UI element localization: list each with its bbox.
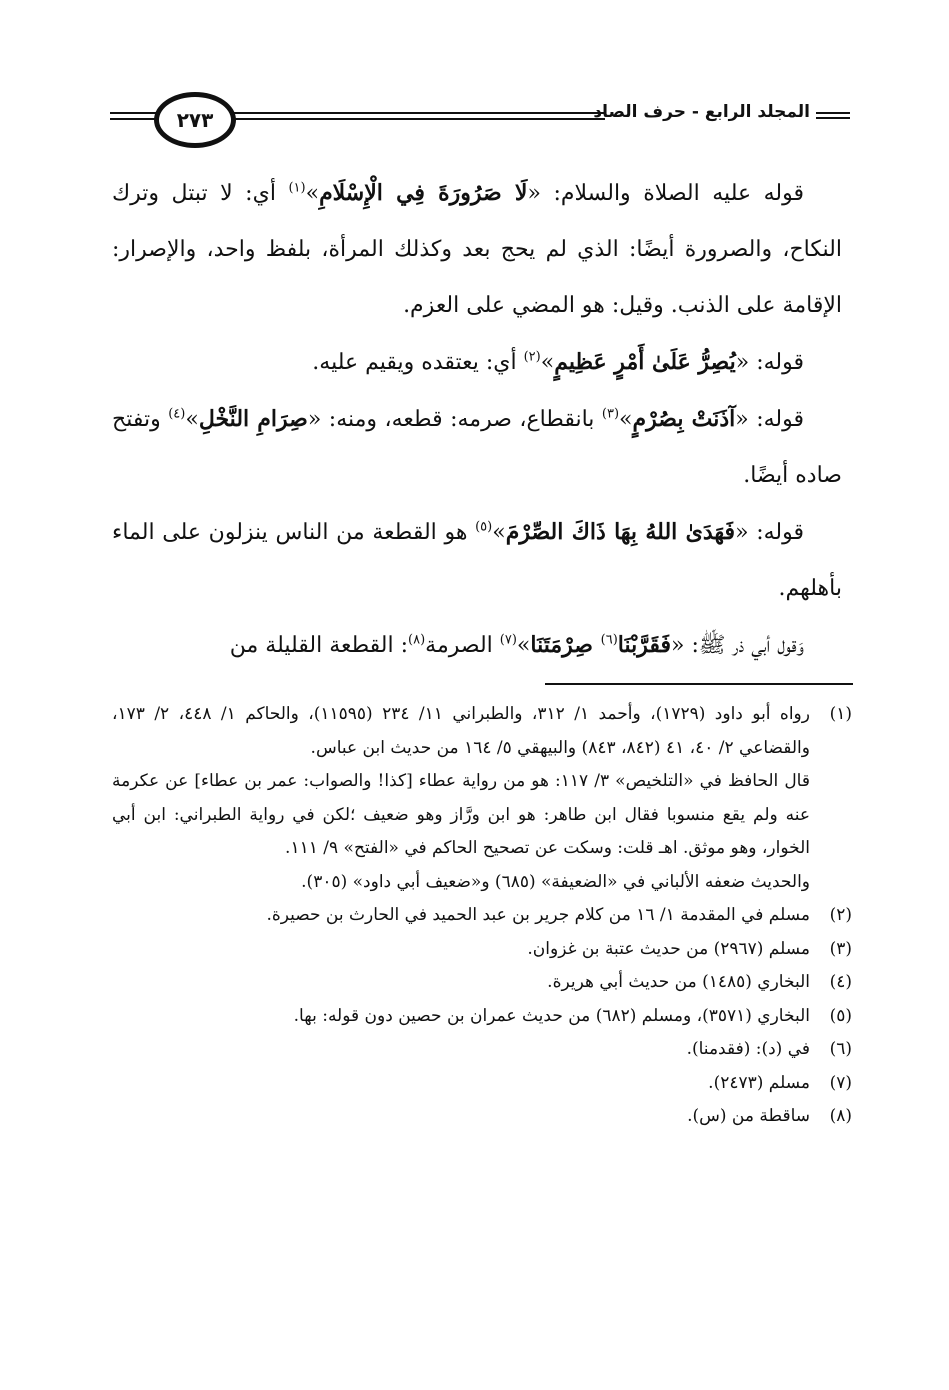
hadith-quote: آذَنَتْ بِصُرْمٍ (632, 406, 736, 432)
header-rule (110, 112, 160, 114)
footnote-number: (١) (829, 704, 852, 724)
text: وتفتح صاده أيضًا. (112, 407, 842, 488)
header-rule (816, 117, 850, 119)
page-number: ٢٧٣ (154, 92, 236, 148)
hadith-quote: صِرَامِ النَّخْلِ (198, 406, 308, 432)
running-title: المجلد الرابع - حرف الصاد (593, 102, 810, 122)
paragraph (112, 334, 842, 391)
footnote-ref: (٢) (523, 349, 541, 365)
hadith-quote: لَا صَرُورَةَ فِي الْإِسْلَامِ (319, 180, 528, 206)
text: أي: يعتقده ويقيم عليه. (312, 350, 524, 375)
footnote-text: مسلم (٢٩٦٧) من حديث عتبة بن غزوان. (527, 938, 810, 959)
footnote-number: (٨) (829, 1106, 852, 1126)
footnote-text: مسلم في المقدمة ١/ ١٦ من كلام جرير بن عبد الحميد في الحارث بن حصيرة. (266, 905, 810, 925)
paragraph (112, 165, 842, 334)
paragraph (112, 617, 842, 674)
footnote (112, 966, 852, 1000)
hadith-quote: يُصِرُّ عَلَىٰ أَمْرٍ عَظِيمٍ (554, 349, 736, 375)
text: » (492, 520, 506, 545)
footnote-ref: (٤) (168, 406, 186, 422)
header-rule (222, 112, 605, 114)
header-rule (816, 112, 850, 114)
footnote-number: (٣) (829, 938, 852, 959)
footnote-separator (545, 683, 853, 685)
hadith-quote: فَقَرَّبْنَا (617, 632, 672, 658)
hadith-quote: صِرْمَتَنَا (530, 632, 601, 658)
text: » (185, 407, 199, 432)
paragraph (112, 391, 842, 504)
hadith-quote: فَهَدَىٰ اللهُ بِهَا ذَاكَ الصِّرْمَ (505, 519, 736, 545)
footnote (112, 899, 852, 933)
footnote-text: في (د): (فقدمنا). (686, 1039, 810, 1059)
footnote-ref: (٦) (600, 632, 618, 648)
footnote-ref: (٨) (408, 632, 426, 648)
text: الصرمة (425, 633, 500, 658)
footnote-ref: (٧) (499, 632, 517, 648)
text: هو القطعة من الناس ينزلون على الماء بأهلهم. (112, 520, 842, 601)
page-header (110, 88, 850, 146)
text: قوله: « (735, 407, 804, 432)
footnote-text: رواه أبو داود (١٧٢٩)، وأحمد ١/ ٣١٢، والطبراني ١١/ ٢٣٤ (١١٥٩٥)، والحاكم ١/ ٤٤٨، ٢/ ١٧٣، والقضاعي ٢/ ٤٠، ٤١ (٨٤٢، ٨٤٣) والبيهقي ٥/ ١٦٤ من حديث ابن عباس. (112, 704, 810, 758)
footnote-ref: (٥) (475, 519, 493, 535)
footnote-text: ساقطة من (س). (687, 1106, 810, 1126)
footnote-ref: (٣) (601, 406, 620, 422)
footnote (112, 1000, 852, 1034)
footnote (112, 1100, 852, 1134)
footnote-text: والحديث ضعفه الألباني في «الضعيفة» (٦٨٥) و«ضعيف أبي داود» (٣٠٥). (301, 871, 810, 892)
text: » (305, 181, 320, 206)
text: » (619, 407, 633, 432)
text: بانقطاع، صرمه: قطعه، ومنه: « (307, 407, 602, 432)
text: : القطعة القليلة من (229, 633, 409, 658)
footnote-text: البخاري (١٤٨٥) من حديث أبي هريرة. (547, 972, 810, 992)
text: أي: لا تبتل وترك النكاح، والصرورة أيضًا: الذي لم يحج بعد وكذلك المرأة، بلفظ واحد، والإصرار: الإقامة على الذنب. وقيل: هو المضي على العزم. (112, 181, 842, 318)
text: » (516, 633, 531, 658)
paragraph (112, 504, 842, 617)
footnote-number: (٦) (829, 1039, 852, 1059)
main-text (112, 165, 842, 674)
footnote (112, 1033, 852, 1067)
footnote-text: البخاري (٣٥٧١)، ومسلم (٦٨٢) من حديث عمران بن حصين دون قوله: بها. (293, 1005, 810, 1026)
footnote-number: (٥) (829, 1005, 852, 1026)
text: قوله: « (735, 350, 804, 375)
text: وَقول أبي ذر ﷺ: « (671, 633, 804, 658)
header-rule (222, 118, 605, 120)
text: قوله: « (735, 520, 804, 545)
footnote (112, 1067, 852, 1101)
footnote (112, 698, 852, 899)
footnote-number: (٤) (829, 972, 852, 992)
footnotes (112, 698, 852, 1134)
footnote-number: (٧) (829, 1072, 852, 1093)
footnote (112, 933, 852, 967)
header-rule (110, 118, 160, 120)
text: » (540, 350, 555, 375)
footnote-text: قال الحافظ في «التلخيص» ٣/ ١١٧: هو من رواية عطاء [كذا! والصواب: عمر بن عطاء] عن عكرمة عنه ولم يقع منسوبا فقال ابن طاهر: هو ابن ورَّاز وهو ضعيف ؛لكن في رواية الطبراني: ابن أبي الخوار، وهو موثق. اهـ قلت: وسكت عن تصحيح الحاكم في «الفتح» ٩/ ١١١. (112, 771, 810, 858)
footnote-ref: (١) (288, 180, 306, 196)
text: قوله عليه الصلاة والسلام: « (527, 181, 805, 206)
footnote-text: مسلم (٢٤٧٣). (708, 1072, 810, 1093)
footnote-number: (٢) (829, 905, 852, 925)
